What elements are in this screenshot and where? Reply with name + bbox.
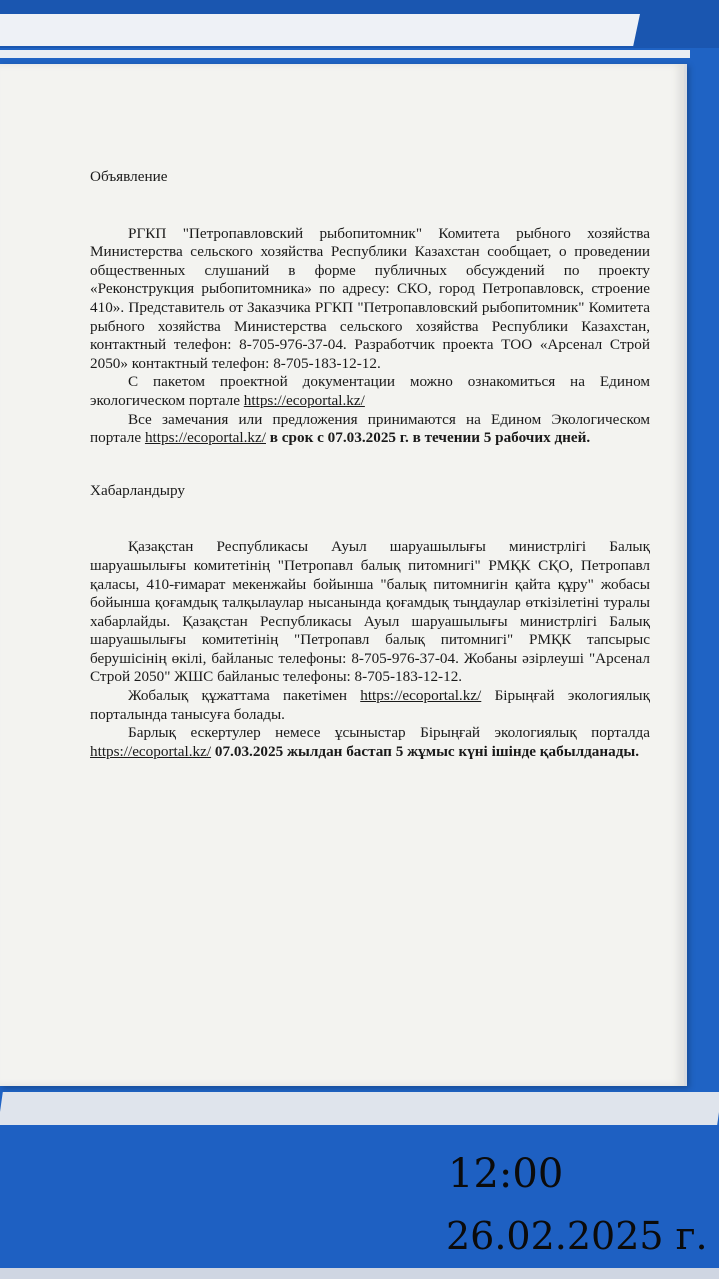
notice-kz-paragraph-2 [90, 687, 650, 724]
notice-kz-paragraph-1: Қазақстан Республикасы Ауыл шаруашылығы министрлігі Балық шаруашылығы комитетінің "Петропавл балық питомнигі" РМҚК СҚО, Петропавл қаласы, 410-ғимарат мекенжайы бойынша "балық питомнигін қайта құру" жобасы бойынша қоғамдық талқылаулар нысанында қоғамдық тыңдаулар өткізілетіні туралы хабарлайды. Қазақстан Республикасы Ауыл шаруашылығы министрлігі Балық шаруашылығы комитетінің "Петропавл балық питомнигі" РМҚК тапсырыс берушісінің өкілі, байланыс телефоны: 8-705-976-37-04. Жобаны әзірлеуші "Арсенал Строй 2050" ЖШС байланыс телефоны: 8-705-183-12-12. [90, 538, 650, 686]
notice-sheet [0, 64, 687, 1086]
notice-ru-paragraph-1: РГКП "Петропавловский рыбопитомник" Комитета рыбного хозяйства Министерства сельского хозяйства Республики Казахстан сообщает, о проведении общественных слушаний в форме публичных обсуждений по проекту «Реконструкция рыбопитомника» по адресу: СКО, город Петропавловск, строение 410». Представитель от Заказчика РГКП "Петропавловский рыбопитомник" Комитета рыбного хозяйства Министерства сельского хозяйства Республики Казахстан, контактный телефон: 8-705-976-37-04. Разработчик проекта ТОО «Арсенал Строй 2050» контактный телефон: 8-705-183-12-12. [90, 224, 650, 372]
notice-ru-deadline: в срок с 07.03.2025 г. в течении 5 рабочих дней. [269, 429, 591, 447]
notice-kz-paragraph-3 [90, 724, 650, 761]
ecoportal-link-ru-1[interactable]: https://ecoportal.kz/ [243, 391, 365, 409]
board-white-edge [0, 50, 690, 58]
section-gap [90, 448, 650, 472]
notice-kz-deadline: 07.03.2025 жылдан бастап 5 жұмыс күні ішінде қабылданады. [214, 742, 640, 760]
ecoportal-link-kz-1[interactable]: https://ecoportal.kz/ [360, 687, 482, 705]
notice-ru-paragraph-2 [90, 373, 650, 410]
notice-ru-p2-text: С пакетом проектной документации можно ознакомиться на Едином экологическом портале [90, 373, 650, 409]
ecoportal-link-ru-2[interactable]: https://ecoportal.kz/ [144, 429, 266, 447]
notice-title-kz: Хабарландыру [90, 481, 185, 499]
handwritten-time: 12:00 [448, 1151, 564, 1197]
notice-content [90, 168, 650, 761]
notice-ru-paragraph-3 [90, 411, 650, 448]
ecoportal-link-kz-2[interactable]: https://ecoportal.kz/ [90, 742, 212, 760]
board-white-strip [0, 14, 640, 46]
notice-ru-p3-text: Все замечания или предложения принимаются на Едином Экологическом портале [90, 410, 650, 447]
notice-kz-p2-text: Жобалық құжаттама пакетімен [128, 687, 347, 705]
handwritten-date: 26.02.2025 г. [446, 1214, 708, 1258]
board-bottom-strip [0, 1268, 719, 1279]
notice-kz-p3-text: Барлық ескертулер немесе ұсыныстар Бірыңғай экологиялық порталда [128, 724, 650, 742]
notice-kz-p2-text-after: Бірыңғай экологиялық порталында танысуға болады. [90, 687, 651, 723]
notice-title-ru: Объявление [90, 168, 168, 185]
